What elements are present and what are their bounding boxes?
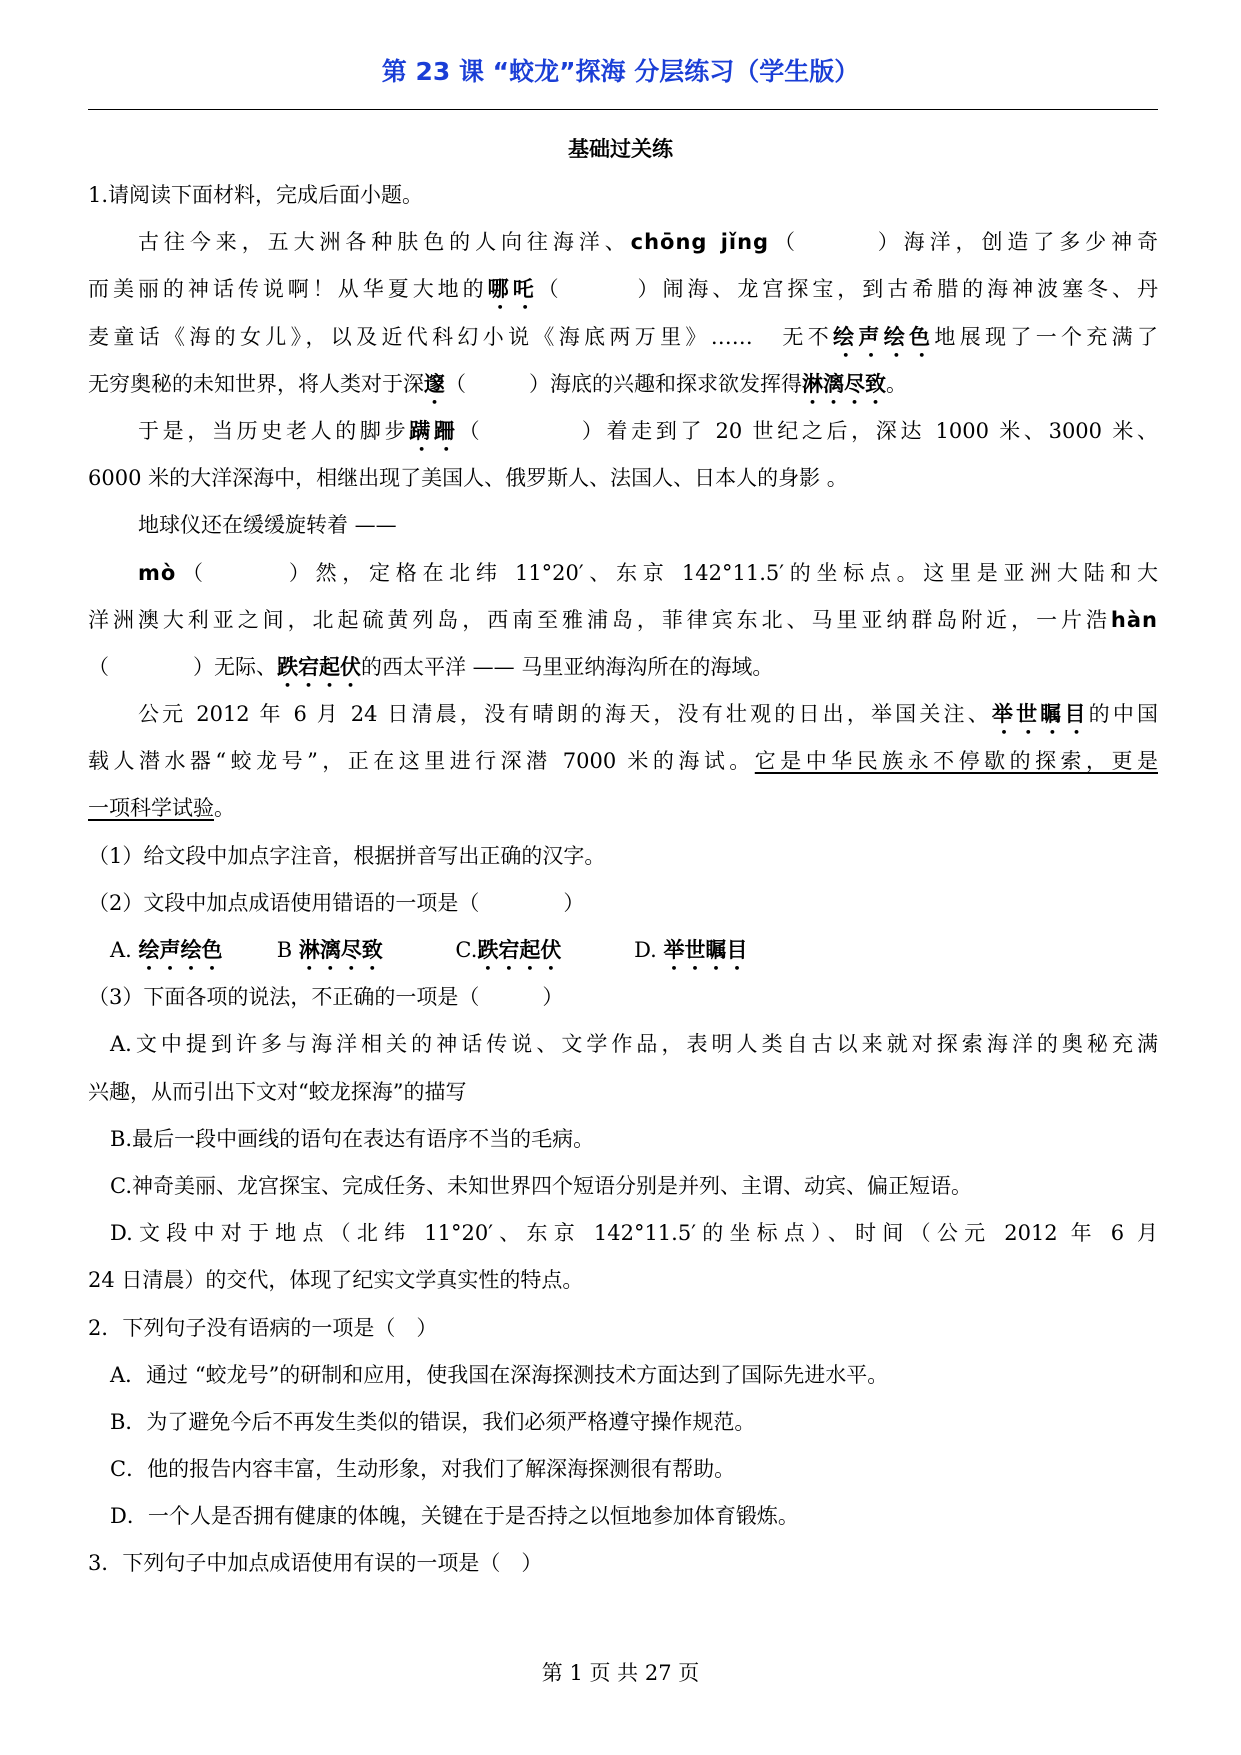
passage-line: 无穷奥秘的未知世界，将人类对于深邃（ ）海底的兴趣和探求欲发挥得淋漓尽致。 (88, 371, 907, 396)
pinyin-prompt: hàn (1110, 607, 1158, 632)
passage-line: （ ）无际、跌宕起伏的西太平洋 —— 马里亚纳海沟所在的海域。 (88, 654, 774, 679)
page-number: 第 1 页 共 27 页 (541, 1661, 700, 1685)
dotted-idiom: 淋漓尽致 (802, 371, 886, 396)
passage-line: 公元 2012 年 6 月 24 日清晨，没有晴朗的海天，没有壮观的日出，举国关注、举世瞩目的中国 (138, 702, 1158, 727)
sub-question-1: （1）给文段中加点字注音，根据拼音写出正确的汉字。 (88, 843, 606, 868)
option-b: B 淋漓尽致 (276, 938, 383, 962)
passage-line: 麦童话《海的女儿》，以及近代科幻小说《海底两万里》…… 无不绘声绘色地展现了一个充满了 (88, 324, 1158, 349)
passage-line: 一项科学试验。 (88, 796, 235, 821)
option-c: C.跌宕起伏 (455, 938, 562, 962)
dotted-idiom: 绘声绘色 (833, 324, 935, 349)
dotted-word: 蹒跚 (409, 418, 459, 443)
option-a: A．通过 “蛟龙号”的研制和应用，使我国在深海探测技术方面达到了国际先进水平。 (110, 1362, 889, 1387)
sub-question-2: （2）文段中加点成语使用错语的一项是（ ） (88, 890, 585, 915)
passage-line: mò（ ）然，定格在北纬 11°20′、东京 142°11.5′的坐标点。这里是亚洲大陆和大 (138, 560, 1158, 585)
question-1-stem: 1.请阅读下面材料，完成后面小题。 (88, 183, 424, 207)
option-a: A. 绘声绘色 (110, 938, 223, 962)
dotted-word: 哪吒 (487, 277, 538, 302)
sub-question-2-options (88, 927, 1158, 974)
pinyin-prompt: chōng jǐng (630, 230, 770, 255)
sub-question-3: （3）下面各项的说法，不正确的一项是（ ） (88, 985, 564, 1010)
option-d-cont: 24 日清晨）的交代，体现了纪实文学真实性的特点。 (88, 1268, 584, 1293)
option-d: D. 举世瞩目 (634, 938, 748, 962)
option-c: C．他的报告内容丰富，生动形象，对我们了解深海探测很有帮助。 (110, 1457, 736, 1482)
passage-line: 6000 米的大洋深海中，相继出现了美国人、俄罗斯人、法国人、日本人的身影 。 (88, 466, 848, 491)
option-a-cont: 兴趣，从而引出下文对“蛟龙探海”的描写 (88, 1079, 467, 1104)
pinyin-prompt: mò (138, 560, 177, 585)
option-d: D.文段中对于地点（北纬 11°20′、东京 142°11.5′的坐标点）、时间（公元 2012 年 6 月 (110, 1221, 1158, 1246)
page-title: 第 23 课 “蛟龙”探海 分层练习（学生版） (381, 57, 860, 86)
passage-line: 地球仪还在缓缓旋转着 —— (138, 513, 397, 538)
document-body (88, 172, 1158, 1588)
passage-line: 载人潜水器“蛟龙号”，正在这里进行深潜 7000 米的海试。它是中华民族永不停歇的探索，更是 (88, 749, 1158, 774)
passage-line: 于是，当历史老人的脚步蹒跚（ ）着走到了 20 世纪之后，深达 1000 米、3000 米、 (138, 418, 1158, 443)
dotted-idiom: 举世瞩目 (991, 702, 1089, 727)
option-d: D．一个人是否拥有健康的体魄，关键在于是否持之以恒地参加体育锻炼。 (110, 1504, 799, 1529)
option-a: A.文中提到许多与海洋相关的神话传说、文学作品，表明人类自古以来就对探索海洋的奥秘充满 (110, 1032, 1158, 1057)
option-b: B．为了避免今后不再发生类似的错误，我们必须严格遵守操作规范。 (110, 1409, 756, 1434)
option-b: B.最后一段中画线的语句在表达有语序不当的毛病。 (110, 1126, 595, 1151)
header-divider (88, 109, 1158, 110)
section-title: 基础过关练 (568, 137, 673, 161)
question-3-stem: 3．下列句子中加点成语使用有误的一项是（ ） (88, 1551, 543, 1576)
underlined-sentence: 一项科学试验 (88, 796, 214, 821)
dotted-idiom: 跌宕起伏 (277, 654, 361, 679)
underlined-sentence: 它是中华民族永不停歇的探索，更是 (754, 749, 1158, 774)
question-2-stem: 2．下列句子没有语病的一项是（ ） (88, 1315, 438, 1340)
passage-line: 而美丽的神话传说啊！从华夏大地的哪吒（ ）闹海、龙宫探宝，到古希腊的海神波塞冬、丹 (88, 277, 1158, 302)
passage-line: 洋洲澳大利亚之间，北起硫黄列岛，西南至雅浦岛，菲律宾东北、马里亚纳群岛附近，一片浩hàn (88, 607, 1158, 632)
option-c: C.神奇美丽、龙宫探宝、完成任务、未知世界四个短语分别是并列、主谓、动宾、偏正短语。 (110, 1173, 972, 1198)
dotted-word: 邃 (424, 371, 445, 396)
passage-line: 古往今来，五大洲各种肤色的人向往海洋、chōng jǐng（ ）海洋，创造了多少神奇 (138, 230, 1158, 255)
